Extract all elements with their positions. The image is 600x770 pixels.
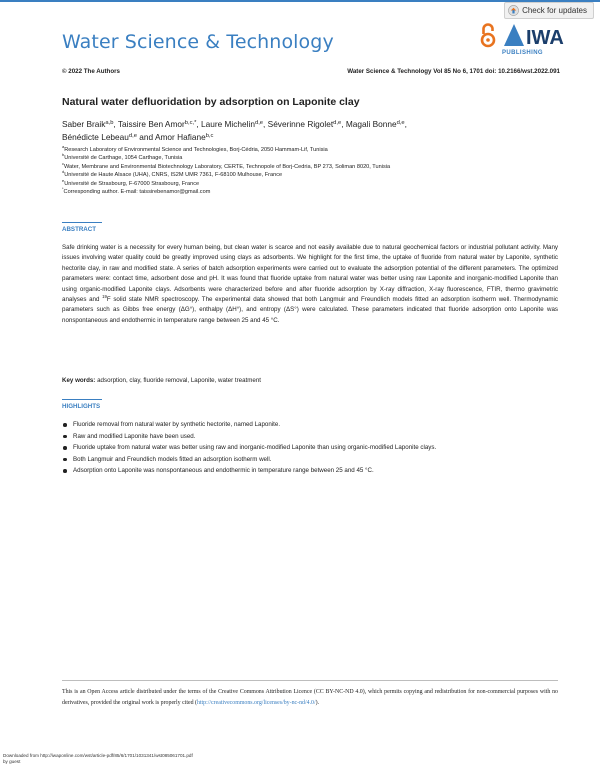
isotope-sup: 19	[102, 294, 107, 300]
affiliation	[62, 160, 542, 171]
license-divider	[62, 680, 558, 681]
affiliation	[62, 146, 542, 154]
bullet-icon	[63, 435, 67, 439]
affiliation	[62, 177, 542, 188]
affiliation-text: Research Laboratory of Environmental Science and Technologies, Borj-Cédria, 2050 Hammam-Lif, Tunisia	[64, 147, 328, 153]
abstract-body	[62, 243, 558, 326]
affiliation	[62, 154, 542, 162]
abstract-heading: ABSTRACT	[62, 226, 97, 233]
separator: ,	[341, 119, 346, 129]
author-name: Saber Braik	[62, 119, 106, 129]
keywords-label: Key words:	[62, 377, 96, 384]
check-for-updates-button[interactable]	[504, 2, 594, 19]
highlights-divider	[62, 399, 102, 400]
corresponding-author: Corresponding author. E-mail: taissirebenamor@gmail.com	[63, 189, 211, 196]
affiliation	[62, 188, 542, 196]
license-suffix: ).	[315, 699, 320, 706]
affiliations	[62, 146, 542, 196]
open-access-icon	[480, 22, 496, 48]
affiliation	[62, 171, 542, 179]
highlight-text: Fluoride removal from natural water by synthetic hectorite, named Laponite.	[73, 421, 281, 428]
publisher-logo	[480, 20, 564, 62]
highlight-text: Adsorption onto Laponite was nonspontaneous and endothermic in temperature range between 25 and 45 °C.	[73, 467, 374, 475]
publisher-name: PUBLISHING	[502, 50, 544, 56]
affiliation-sup: *	[62, 186, 64, 192]
list-item	[62, 465, 558, 477]
author-affil-sup: b,c,*	[184, 120, 197, 126]
affiliation-sup: c	[62, 160, 64, 166]
affiliation-sup: a	[62, 144, 65, 149]
journal-title: Water Science & Technology	[62, 31, 334, 53]
abstract-text: Safe drinking water is a necessity for every human being, but clean water is scarce and not easily available due to natural geochemical factors or industrial pollutant activity. Many issues involving water quality could be greatly improved using clays as adsorbents. We highlight for the first time, the uptake of fluoride from natural water by Laponite, synthetic hectorite clay, in raw and modified state. A series of batch adsorption experiments were carried out to evaluate the adsorption potential of the different parameters. The optimized parameters were: contact time, adsorbent dose and pH. It was found that fluoride uptake from natural water was better using raw Laponite and inorganic-modified Laponite than using organic-modified Laponite clays. Adsorbents were characterized before and after fluoride adsorption by X-ray diffraction, X-ray fluorescence, FTIR, thermo gravimetric analyses and	[62, 244, 558, 304]
author-affil-sup: d,e	[333, 120, 342, 126]
iwa-logo	[502, 20, 564, 50]
download-note	[3, 753, 193, 765]
highlights-heading: HIGHLIGHTS	[62, 403, 101, 410]
download-line: by guest	[3, 759, 21, 764]
keywords-text: adsorption, clay, fluoride removal, Laponite, water treatment	[97, 377, 262, 384]
highlight-text: Both Langmuir and Freundlich models fitted an adsorption isotherm well.	[73, 455, 272, 463]
author-name: Bénédicte Lebeau	[62, 132, 129, 142]
download-line: Downloaded from http://iwaponline.com/wst/article-pdf/85/6/1701/1031341/wst085061701.pdf	[3, 753, 193, 758]
iwa-logo-text: IWA	[526, 27, 564, 49]
author-name: Laure Michelin	[201, 119, 255, 129]
bullet-icon	[63, 458, 67, 462]
article-title: Natural water defluoridation by adsorption on Laponite clay	[62, 96, 360, 108]
separator: and	[136, 132, 155, 142]
list-item	[62, 454, 558, 466]
keywords	[62, 377, 261, 384]
affiliation-text: Water, Membrane and Environmental Biotechnology Laboratory, CERTE, Technopole of Borj-Cedria, BP 273, Soliman 8020, Tunisia	[63, 163, 391, 170]
abstract-divider	[62, 222, 102, 223]
separator: ,	[404, 119, 407, 129]
affiliation-text: Université de Strasbourg, F-67000 Strasbourg, France	[64, 180, 200, 187]
list-item	[62, 431, 558, 443]
author-name: Magali Bonne	[345, 119, 397, 129]
highlight-text: Raw and modified Laponite have been used.	[73, 432, 196, 440]
bullet-icon	[63, 469, 67, 473]
author-name: Taissire Ben Amor	[117, 119, 185, 129]
author-affil-sup: a,b	[105, 120, 114, 126]
author-affil-sup: d,e	[254, 120, 264, 126]
affiliation-sup: e	[62, 177, 65, 183]
affiliation-text: Université de Haute Alsace (UHA), CNRS, IS2M UMR 7361, F-68100 Mulhouse, France	[64, 172, 283, 179]
author-affil-sup: d,e	[128, 133, 137, 139]
author-list	[62, 118, 542, 144]
list-item	[62, 419, 558, 431]
license-text: This is an Open Access article distributed under the terms of the Creative Commons Attribution Licence (CC BY-NC-ND 4.0), which permits copying and redistribution for non-commercial purposes with no derivatives, provided the original work is properly cited (	[62, 689, 558, 706]
separator: ,	[263, 119, 268, 129]
affiliation-text: Université de Carthage, 1054 Carthage, Tunisia	[64, 155, 183, 162]
affiliation-sup: d	[62, 169, 65, 175]
copyright-line: © 2022 The Authors	[62, 68, 120, 75]
license-link[interactable]: http://creativecommons.org/licenses/by-nc-nd/4.0/	[196, 699, 316, 706]
abstract-text: F solid state NMR spectroscopy. The experimental data showed that both Langmuir and Freundlich models fitted an adsorption isotherm well. Thermodynamic parameters such as Gibbs free energy (ΔG°), enthalpy (ΔH°), and entropy (ΔS°) were calculated. These parameters indicated that fluoride adsorption onto Laponite was nonspontaneous and endothermic in temperature range between 25 and 45 °C.	[62, 296, 558, 324]
check-updates-icon	[508, 5, 519, 16]
separator: ,	[113, 119, 118, 129]
license-note	[62, 687, 558, 708]
check-updates-label: Check for updates	[522, 6, 587, 15]
author-name: Amor Hafiane	[154, 132, 206, 142]
author-name: Séverinne Rigolet	[267, 119, 334, 129]
bullet-icon	[63, 423, 67, 427]
citation-line: Water Science & Technology Vol 85 No 6, 1701 doi: 10.2166/wst.2022.091	[347, 68, 560, 75]
author-affil-sup: b,c	[205, 133, 214, 139]
separator: ,	[196, 119, 201, 129]
list-item	[62, 442, 558, 454]
highlights-list	[62, 419, 558, 477]
highlight-text: Fluoride uptake from natural water was better using raw and inorganic-modified Laponite than using organic-modified Laponite clays.	[73, 444, 437, 452]
author-affil-sup: d,e	[396, 120, 405, 126]
affiliation-sup: b	[62, 152, 65, 158]
bullet-icon	[63, 446, 67, 450]
